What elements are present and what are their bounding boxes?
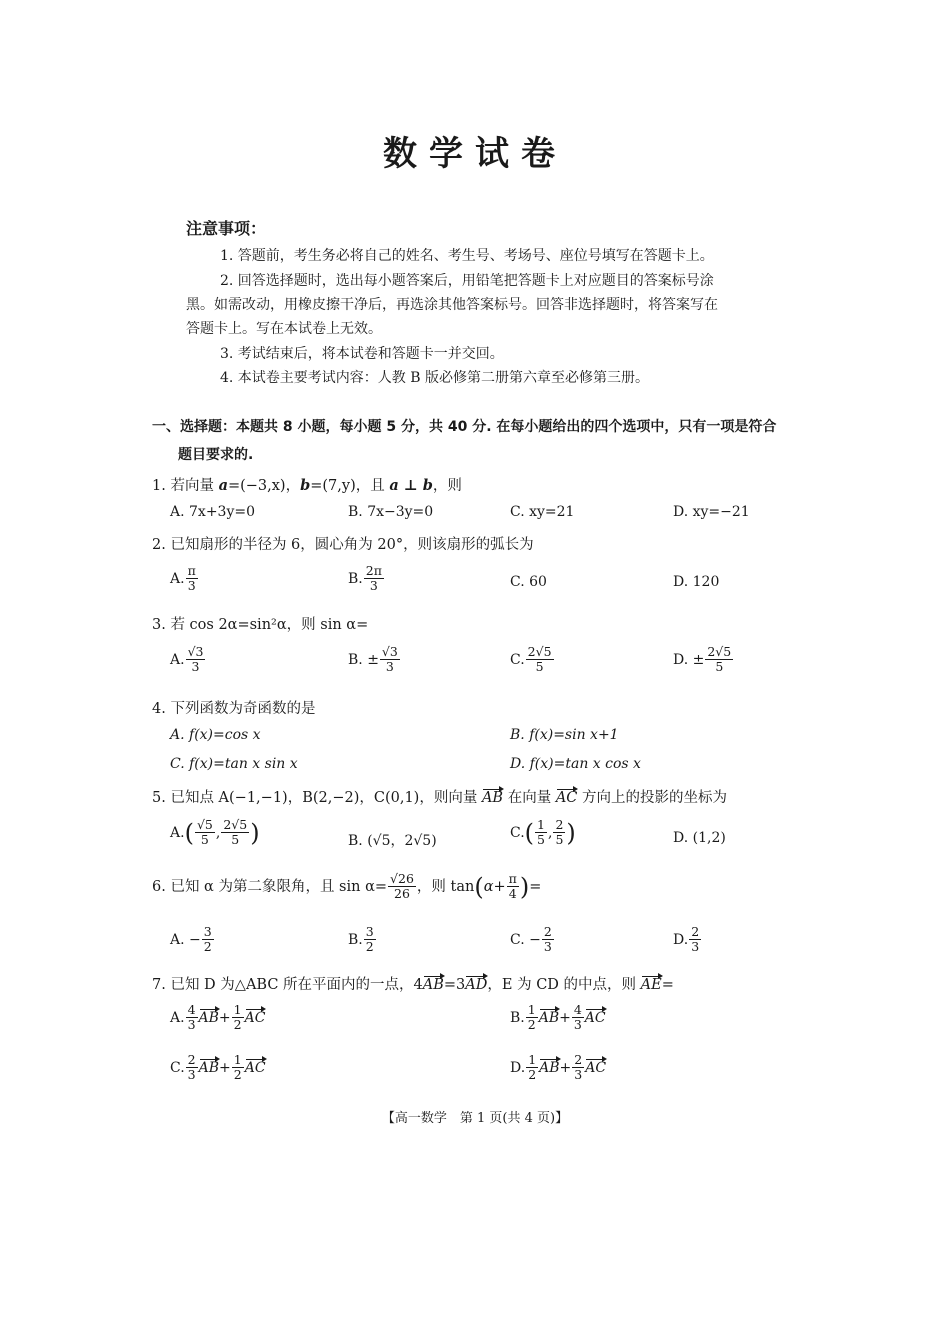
- q7-option-a: A. $\frac{4}{3}$ AB+ $\frac{1}{2}$ AC: [170, 1002, 266, 1033]
- notice-line-2b: 黑。如需改动，用橡皮擦干净后，再选涂其他答案标号。回答非选择题时，将答案写在: [186, 297, 718, 313]
- q4-option-d: D. f(x)=tan x cos x: [510, 756, 641, 772]
- question-7-stem: 7. 已知 D 为△ABC 所在平面内的一点，4AB=3AD，E 为 CD 的中点，则 AE=: [152, 977, 674, 993]
- vector-ab: AB: [481, 790, 504, 806]
- q1-option-a: A. 7x+3y=0: [170, 504, 255, 520]
- q7-option-c: C. $\frac{2}{3}$ AB+ $\frac{1}{2}$ AC: [170, 1052, 266, 1083]
- vector-ac: AC: [555, 790, 578, 806]
- notice-line-4: 4. 本试卷主要考试内容：人教 B 版必修第二册第六章至必修第三册。: [220, 370, 649, 386]
- section-heading-2: 题目要求的.: [178, 447, 254, 463]
- q3-option-c: C. $\frac{2√5}{5}$: [510, 644, 552, 675]
- notice-line-2c: 答题卡上。写在本试卷上无效。: [186, 321, 382, 337]
- q7-option-d: D. $\frac{1}{2}$ AB+ $\frac{2}{3}$ AC: [510, 1052, 607, 1083]
- q1-option-b: B. 7x−3y=0: [348, 504, 434, 520]
- question-1-stem: 1. 若向量 a=(−3,x)，b=(7,y)，且 a ⊥ b，则: [152, 477, 462, 494]
- notice-line-1: 1. 答题前，考生务必将自己的姓名、考生号、考场号、座位号填写在答题卡上。: [220, 248, 714, 264]
- q7-option-b: B. $\frac{1}{2}$ AB+ $\frac{4}{3}$ AC: [510, 1002, 606, 1033]
- question-5-stem: 5. 已知点 A(−1,−1)，B(2,−2)，C(0,1)，则向量 AB 在向量 AC 方向上的投影的坐标为: [152, 790, 727, 806]
- q2-option-d: D. 120: [673, 574, 720, 590]
- q2-option-a: A. $\frac{\pi}{3}$: [170, 563, 196, 594]
- q1-option-c: C. xy=21: [510, 504, 575, 520]
- question-3-stem: 3. 若 cos 2α=sin²α，则 sin α=: [152, 617, 369, 633]
- q5-option-b: B. (√5，2√5): [348, 833, 437, 849]
- notice-line-2a: 2. 回答选择题时，选出每小题答案后，用铅笔把答题卡上对应题目的答案标号涂: [220, 273, 714, 289]
- q4-option-c: C. f(x)=tan x sin x: [170, 756, 298, 772]
- q3-option-a: A. $\frac{√3}{3}$: [170, 644, 204, 675]
- q6-option-d: D. $\frac{2}{3}$: [673, 924, 700, 955]
- q5-option-d: D. (1,2): [673, 830, 726, 846]
- q6-option-b: B. $\frac{3}{2}$: [348, 924, 374, 955]
- question-4-stem: 4. 下列函数为奇函数的是: [152, 701, 316, 717]
- q5-option-a: A.( $\frac{√5}{5}$ , $\frac{2√5}{5}$ ): [170, 817, 260, 848]
- section-heading-1: 一、选择题：本题共 8 小题，每小题 5 分，共 40 分. 在每小题给出的四个选项中，只有一项是符合: [152, 419, 777, 435]
- page-title: 数学试卷: [383, 134, 567, 174]
- question-6-stem: 6. 已知 α 为第二象限角，且 sin α= $\frac{√26}{26}$ ，则 tan(α+ $\frac{\pi}{4}$ )=: [152, 871, 542, 902]
- q6-option-a: A. − $\frac{3}{2}$: [170, 924, 212, 955]
- q6-option-c: C. − $\frac{2}{3}$: [510, 924, 552, 955]
- q4-option-a: A. f(x)=cos x: [170, 727, 261, 743]
- q3-option-b: B. ± $\frac{√3}{3}$: [348, 644, 398, 675]
- page-footer: 【高一数学 第 1 页(共 4 页)】: [381, 1111, 569, 1126]
- notice-line-3: 3. 考试结束后，将本试卷和答题卡一并交回。: [220, 346, 504, 362]
- question-2-stem: 2. 已知扇形的半径为 6，圆心角为 20°，则该扇形的弧长为: [152, 537, 534, 553]
- q2-option-c: C. 60: [510, 574, 547, 590]
- q4-option-b: B. f(x)=sin x+1: [510, 727, 619, 743]
- q2-option-b: B. $\frac{2\pi}{3}$: [348, 563, 382, 594]
- q3-option-d: D. ± $\frac{2√5}{5}$: [673, 644, 732, 675]
- q5-option-c: C.( $\frac{1}{5}$ , $\frac{2}{5}$ ): [510, 817, 576, 848]
- notice-heading: 注意事项：: [186, 219, 267, 238]
- q1-option-d: D. xy=−21: [673, 504, 750, 520]
